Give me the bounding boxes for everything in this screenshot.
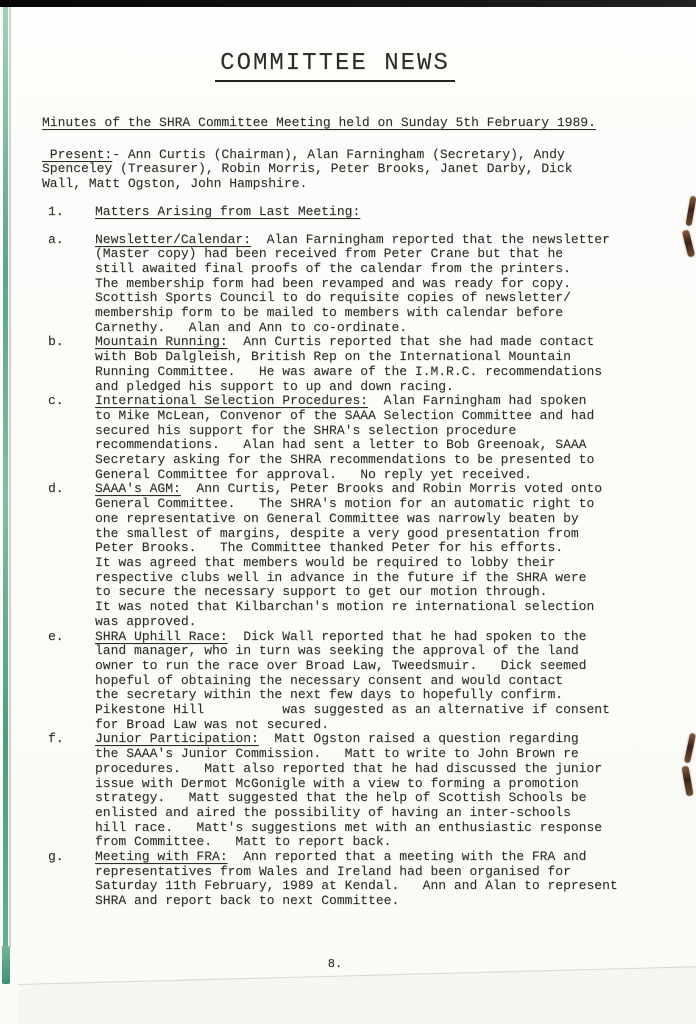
title-row <box>42 50 628 82</box>
text-line: hill race. Matt's suggestions met with an enthusiastic response <box>95 819 603 835</box>
item-label: c. <box>48 393 64 409</box>
text-line: procedures. Matt also reported that he had discussed the junior <box>95 760 603 776</box>
item-heading: Newsletter/Calendar: <box>95 231 252 247</box>
text-line <box>95 850 657 865</box>
item-heading: International Selection Procedures: <box>95 393 369 409</box>
document-content <box>42 50 657 972</box>
item-label: b. <box>48 334 64 350</box>
minute-item-e <box>42 630 657 733</box>
text-line: It was agreed that members would be required to lobby their <box>95 554 556 570</box>
text-line: strategy. Matt suggested that the help of Scottish Schools be <box>95 790 587 806</box>
text-line: with Bob Dalgleish, British Rep on the International Mountain <box>95 349 571 365</box>
minute-item-g <box>42 850 657 909</box>
minute-item-a <box>42 233 657 336</box>
text-line: membership form to be mailed to members with calendar before <box>95 305 564 321</box>
booklet-cover-edge <box>3 7 8 948</box>
item-heading-rest: Alan Farningham reported that the newsletter <box>251 231 610 247</box>
item-heading: SHRA Uphill Race: <box>95 628 228 644</box>
item-body <box>95 732 657 850</box>
text-line <box>95 630 657 645</box>
text-line: issue with Dermot McGonigle with a view to forming a promotion <box>95 775 579 791</box>
text-line: to Mike McLean, Convenor of the SAAA Selection Committee and had <box>95 407 595 423</box>
item-body <box>95 233 657 336</box>
text-line <box>95 394 657 409</box>
text-line: Scottish Sports Council to do requisite copies of newsletter/ <box>95 290 571 306</box>
item-heading-rest: Alan Farningham had spoken <box>368 393 587 409</box>
item-heading-rest: Ann Curtis reported that she had made contact <box>227 334 595 350</box>
section-heading-text: Matters Arising from Last Meeting: <box>95 203 361 219</box>
text-line: General Committee. The SHRA's motion for an automatic right to <box>95 496 595 512</box>
text-line <box>95 732 657 747</box>
item-heading-rest: Matt Ogston raised a question regarding <box>258 731 579 747</box>
item-heading-rest: Dick Wall reported that he had spoken to the <box>227 628 587 644</box>
text-line: representatives from Wales and Ireland had been organised for <box>95 863 571 879</box>
text-line: land manager, who in turn was seeking the approval of the land <box>95 643 579 659</box>
text-line: owner to run the race over Broad Law, Tweedsmuir. Dick seemed <box>95 657 587 673</box>
scan-top-edge <box>0 0 696 7</box>
text-line: Spenceley (Treasurer), Robin Morris, Peter Brooks, Janet Darby, Dick <box>42 161 573 177</box>
item-label: a. <box>48 231 64 247</box>
text-line: and pledged his support to up and down racing. <box>95 378 454 394</box>
text-line: from Committee. Matt to report back. <box>95 834 392 850</box>
item-label: f. <box>48 731 64 747</box>
text-line: Saturday 11th February, 1989 at Kendal. Ann and Alan to represent <box>95 878 618 894</box>
text-line: SHRA and report back to next Committee. <box>95 893 400 909</box>
item-label: g. <box>48 849 64 865</box>
item-body <box>95 335 657 394</box>
text-line: Carnethy. Alan and Ann to co-ordinate. <box>95 319 408 335</box>
meeting-subtitle <box>42 116 657 131</box>
text-line <box>95 233 657 248</box>
text-line: respective clubs well in advance in the future if the SHRA were <box>95 569 587 585</box>
page-side-shadow <box>9 7 11 948</box>
attendees-body <box>42 148 657 192</box>
item-body <box>95 482 657 629</box>
minute-item-f <box>42 732 657 850</box>
text-line <box>42 148 657 163</box>
page-number: 8. <box>327 956 343 971</box>
text-line: the SAAA's Junior Commission. Matt to write to John Brown re <box>95 746 579 762</box>
meeting-subtitle-text: Minutes of the SHRA Committee Meeting held on Sunday 5th February 1989. <box>42 115 596 130</box>
text-line <box>95 482 657 497</box>
text-line: Wall, Matt Ogston, John Hampshire. <box>42 176 308 192</box>
item-heading: Junior Participation: <box>95 731 259 747</box>
text-line: It was noted that Kilbarchan's motion re international selection <box>95 599 595 615</box>
minute-item-b <box>42 335 657 394</box>
text-line: enlisted and aired the possibility of having an inter-schools <box>95 804 571 820</box>
minute-item-d <box>42 482 657 629</box>
text-line: Pikestone Hill was suggested as an alternative if consent <box>95 702 610 718</box>
text-line <box>95 335 657 350</box>
item-label: e. <box>48 628 64 644</box>
item-heading: SAAA's AGM: <box>95 481 181 497</box>
attendees-paragraph <box>42 148 657 192</box>
text-line: recommendations. Alan had sent a letter to Bob Greenoak, SAAA <box>95 437 587 453</box>
text-line: was approved. <box>95 613 197 629</box>
booklet-cover-edge-foot <box>2 946 10 984</box>
text-line: still awaited final proofs of the calendar from the printers. <box>95 260 571 276</box>
page-title: COMMITTEE NEWS <box>215 50 455 82</box>
text-line: one representative on General Committee was narrowly beaten by <box>95 510 579 526</box>
item-heading: Present: <box>42 146 113 162</box>
text-line: Peter Brooks. The Committee thanked Peter for his efforts. <box>95 540 564 556</box>
section-number: 1. <box>48 203 64 219</box>
underlying-page-edge <box>18 965 696 1024</box>
minute-item-c <box>42 394 657 482</box>
text-line: Secretary asking for the SHRA recommendations to be presented to <box>95 452 595 468</box>
item-heading: Meeting with FRA: <box>95 849 228 865</box>
binding-stitch-mark <box>682 230 695 258</box>
item-heading-rest: Ann reported that a meeting with the FRA and <box>227 849 587 865</box>
item-body <box>95 850 657 909</box>
item-heading-rest: Ann Curtis, Peter Brooks and Robin Morris voted onto <box>180 481 603 497</box>
text-line: to secure the necessary support to get our motion through. <box>95 584 548 600</box>
binding-stitch-mark <box>684 733 696 764</box>
text-line: the smallest of margins, despite a very good presentation from <box>95 525 579 541</box>
item-body <box>95 630 657 733</box>
text-line: hopeful of obtaining the necessary consent and would contact <box>95 672 564 688</box>
item-heading: Mountain Running: <box>95 334 228 350</box>
item-body <box>95 394 657 482</box>
text-line: General Committee for approval. No reply yet received. <box>95 466 532 482</box>
minute-items <box>42 233 657 909</box>
text-line: The membership form had been revamped and was ready for copy. <box>95 275 571 291</box>
binding-stitch-mark <box>685 196 696 227</box>
text-line: Running Committee. He was aware of the I.M.R.C. recommendations <box>95 363 603 379</box>
text-line: secured his support for the SHRA's selection procedure <box>95 422 517 438</box>
binding-stitch-mark <box>681 766 693 797</box>
item-heading-rest: - Ann Curtis (Chairman), Alan Farningham (Secretary), Andy <box>112 146 565 162</box>
item-label: d. <box>48 481 64 497</box>
text-line: the secretary within the next few days to hopefully confirm. <box>95 687 564 703</box>
text-line: (Master copy) had been received from Peter Crane but that he <box>95 246 564 262</box>
section-1-heading <box>42 205 657 220</box>
text-line: for Broad Law was not secured. <box>95 716 330 732</box>
